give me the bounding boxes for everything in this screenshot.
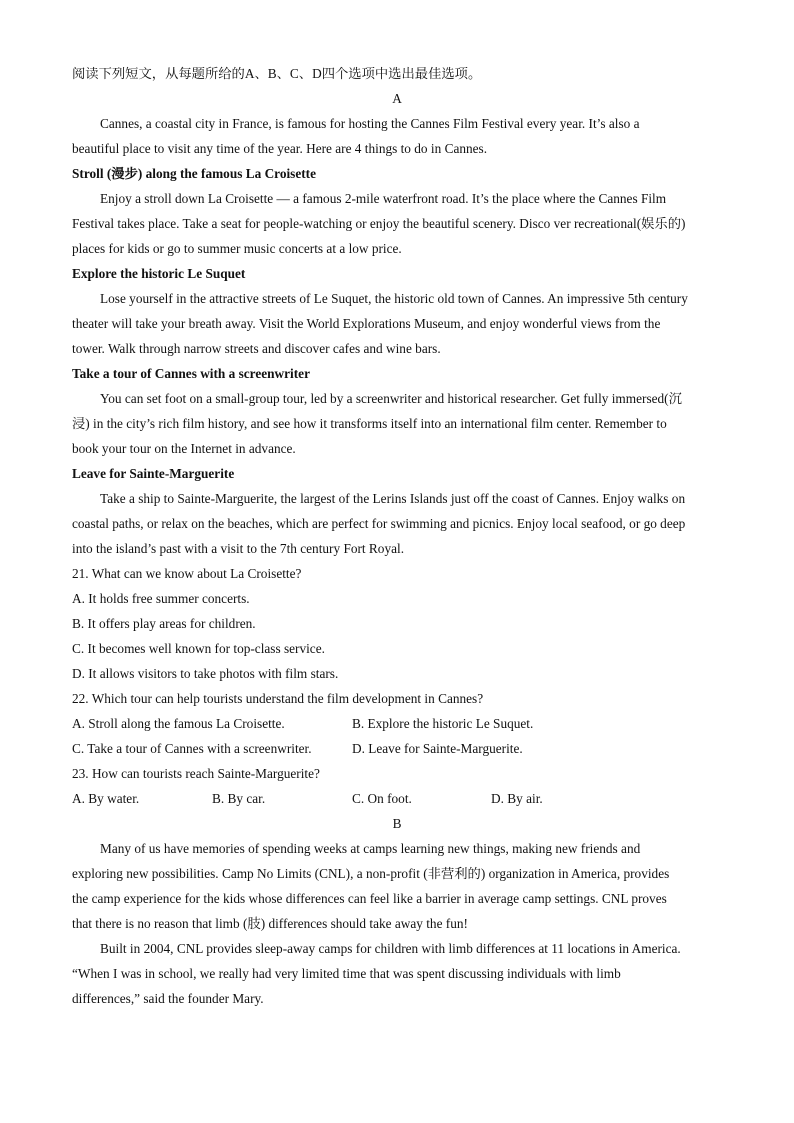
question-23-option-c: C. On foot. <box>352 791 412 806</box>
section-body-line: theater will take your breath away. Visit the World Explorations Museum, and enjoy wonderful views from the <box>72 316 661 331</box>
question-22-options-row-2 <box>72 736 722 761</box>
passage-b-paragraph-line: differences,” said the founder Mary. <box>72 991 264 1006</box>
passage-a-intro-line: Cannes, a coastal city in France, is famous for hosting the Cannes Film Festival every year. It’s also a <box>100 116 640 131</box>
passage-b-paragraph-line: Built in 2004, CNL provides sleep-away camps for children with limb differences at 11 locations in America. <box>100 941 681 956</box>
passage-a-intro-line: beautiful place to visit any time of the year. Here are 4 things to do in Cannes. <box>72 141 488 156</box>
section-heading-stroll: Stroll (漫步) along the famous La Croisette <box>72 166 317 181</box>
section-body-line: Take a ship to Sainte-Marguerite, the largest of the Lerins Islands just off the coast of Cannes. Enjoy walks on <box>100 491 686 506</box>
section-body-line: Enjoy a stroll down La Croisette — a famous 2-mile waterfront road. It’s the place where the Cannes Film <box>100 191 667 206</box>
section-body-line: Festival takes place. Take a seat for people-watching or enjoy the beautiful scenery. Disco ver recreational(娱乐的) <box>72 216 686 231</box>
question-23-option-d: D. By air. <box>491 791 543 806</box>
passage-b-paragraph-line: the camp experience for the kids whose differences can feel like a barrier in average camp settings. CNL proves <box>72 891 667 906</box>
passage-b-paragraph-line: exploring new possibilities. Camp No Limits (CNL), a non-profit (非营利的) organization in America, provides <box>72 866 670 881</box>
question-22-stem: 22. Which tour can help tourists understand the film development in Cannes? <box>72 691 484 706</box>
section-heading-leave: Leave for Sainte-Marguerite <box>72 466 235 481</box>
section-body-line: 浸) in the city’s rich film history, and see how it transforms itself into an international film center. Remember to <box>72 416 667 431</box>
question-23-option-b: B. By car. <box>212 791 266 806</box>
section-body-line: coastal paths, or relax on the beaches, which are perfect for swimming and picnics. Enjoy local seafood, or go deep <box>72 516 686 531</box>
section-body-line: places for kids or go to summer music concerts at a low price. <box>72 241 402 256</box>
question-22-options-row-1 <box>72 711 722 736</box>
passage-b-paragraph-line: Many of us have memories of spending weeks at camps learning new things, making new friends and <box>100 841 641 856</box>
section-body-line: into the island’s past with a visit to the 7th century Fort Royal. <box>72 541 405 556</box>
passage-a-label: A <box>392 91 402 106</box>
section-body-line: You can set foot on a small-group tour, led by a screenwriter and historical researcher. Get fully immersed(沉 <box>100 391 682 406</box>
section-body-line: tower. Walk through narrow streets and discover cafes and wine bars. <box>72 341 441 356</box>
section-heading-tour: Take a tour of Cannes with a screenwriter <box>72 366 310 381</box>
section-body-line: book your tour on the Internet in advance. <box>72 441 296 456</box>
exam-page <box>72 61 722 1011</box>
passage-b-paragraph-line: that there is no reason that limb (肢) differences should take away the fun! <box>72 916 468 931</box>
question-22-option-a: A. Stroll along the famous La Croisette. <box>72 716 285 731</box>
question-21-option-a: A. It holds free summer concerts. <box>72 591 250 606</box>
section-body-line: Lose yourself in the attractive streets of Le Suquet, the historic old town of Cannes. An impressive 5th century <box>100 291 688 306</box>
question-23-stem: 23. How can tourists reach Sainte-Marguerite? <box>72 766 320 781</box>
section-heading-explore: Explore the historic Le Suquet <box>72 266 246 281</box>
passage-b-paragraph-line: “When I was in school, we really had very limited time that was spent discussing individuals with limb <box>72 966 621 981</box>
question-21-stem: 21. What can we know about La Croisette? <box>72 566 302 581</box>
question-22-option-d: D. Leave for Sainte-Marguerite. <box>352 741 523 756</box>
question-21-option-c: C. It becomes well known for top-class service. <box>72 641 325 656</box>
question-21-option-b: B. It offers play areas for children. <box>72 616 256 631</box>
question-23-options-row <box>72 786 722 811</box>
passage-b-label: B <box>392 816 402 831</box>
question-21-option-d: D. It allows visitors to take photos with film stars. <box>72 666 339 681</box>
question-22-option-b: B. Explore the historic Le Suquet. <box>352 716 534 731</box>
question-23-option-a: A. By water. <box>72 791 140 806</box>
question-22-option-c: C. Take a tour of Cannes with a screenwriter. <box>72 741 312 756</box>
instruction-text: 阅读下列短文，从每题所给的A、B、C、D四个选项中选出最佳选项。 <box>72 66 482 81</box>
